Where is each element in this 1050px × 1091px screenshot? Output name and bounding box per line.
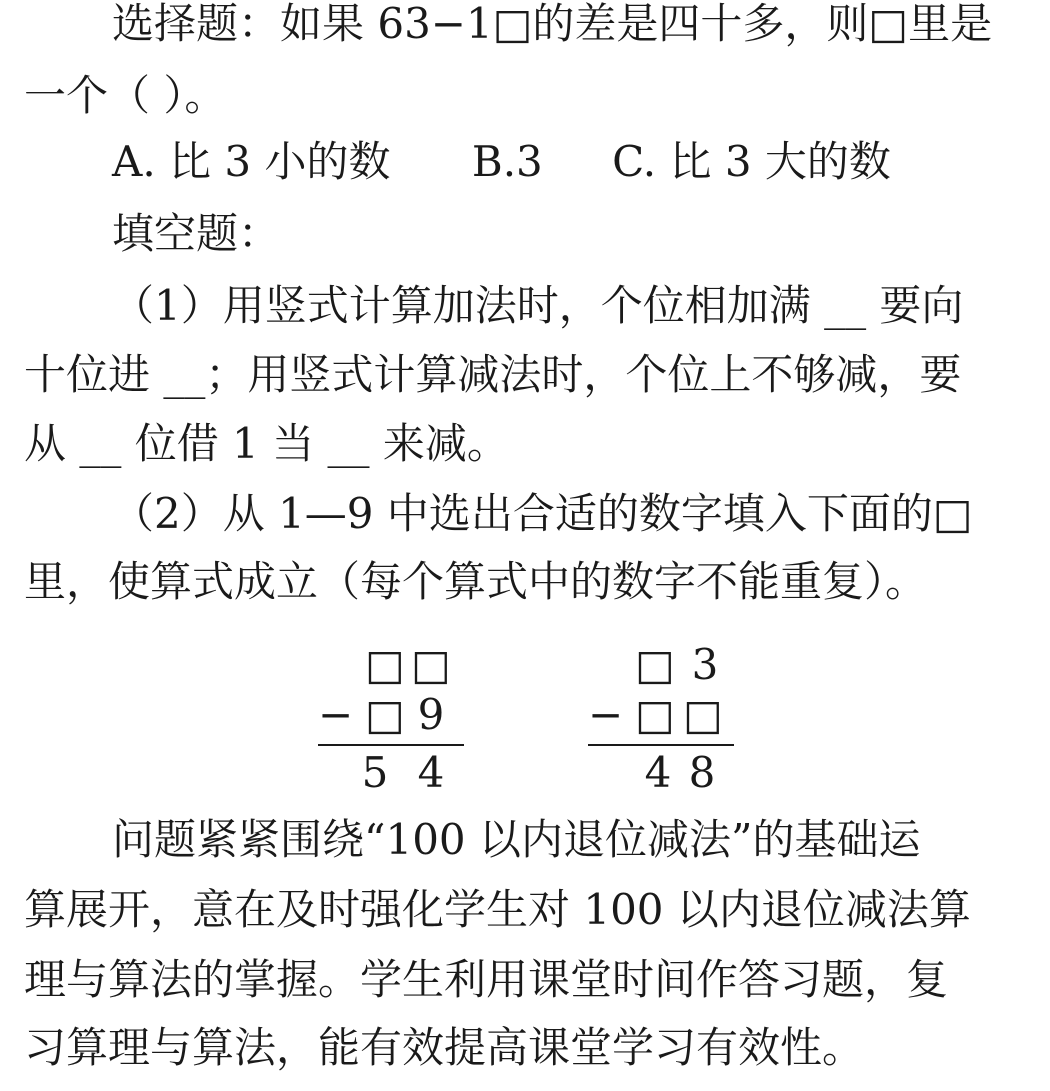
choice-question-line-1: 选择题：如果 63−1□的差是四十多，则□里是 xyxy=(112,0,993,48)
minus-sign: − xyxy=(588,690,624,739)
q1-line-3: 从 __ 位借 1 当 __ 来减。 xyxy=(24,419,509,468)
digit: 9 xyxy=(417,690,445,739)
q1-line-1: （1）用竖式计算加法时，个位相加满 __ 要向 xyxy=(112,281,964,330)
digit: 3 xyxy=(691,640,719,689)
calc-result-row xyxy=(318,748,468,798)
digit: 4 xyxy=(644,748,672,797)
digit-box: □ xyxy=(635,690,675,739)
choice-options xyxy=(112,132,891,192)
calc-top-row xyxy=(318,640,468,690)
commentary-line-4: 习算理与算法，能有效提高课堂学习有效性。 xyxy=(24,1023,865,1072)
digit-box: □ xyxy=(365,640,405,689)
digit: 5 xyxy=(361,748,389,797)
q2-line-1: （2）从 1—9 中选出合适的数字填入下面的□ xyxy=(112,489,973,538)
calc-middle-row xyxy=(318,690,468,740)
commentary-line-2: 算展开，意在及时强化学生对 100 以内退位减法算 xyxy=(24,885,971,934)
option-a: A. 比 3 小的数 xyxy=(112,137,391,186)
digit-box: □ xyxy=(683,690,723,739)
q2-line-2: 里，使算式成立（每个算式中的数字不能重复）。 xyxy=(24,557,928,606)
digit: 8 xyxy=(688,748,716,797)
calc-middle-row xyxy=(588,690,738,740)
commentary-line-1: 问题紧紧围绕“100 以内退位减法”的基础运 xyxy=(112,815,921,864)
commentary-line-3: 理与算法的掌握。学生利用课堂时间作答习题，复 xyxy=(24,955,949,1004)
calc-rule-line xyxy=(588,744,734,746)
option-c: C. 比 3 大的数 xyxy=(612,137,891,186)
fill-blank-title: 填空题： xyxy=(112,209,281,258)
q1-line-2: 十位进 __；用竖式计算减法时，个位上不够减，要 xyxy=(24,350,962,399)
digit-box: □ xyxy=(365,690,405,739)
digit: 4 xyxy=(417,748,445,797)
digit-box: □ xyxy=(635,640,675,689)
calc-result-row xyxy=(588,748,738,798)
calc-rule-line xyxy=(318,744,464,746)
option-b: B.3 xyxy=(471,137,543,186)
calc-top-row xyxy=(588,640,738,690)
choice-question-line-2: 一个（ ）。 xyxy=(24,71,227,120)
digit-box: □ xyxy=(411,640,451,689)
minus-sign: − xyxy=(318,690,354,739)
